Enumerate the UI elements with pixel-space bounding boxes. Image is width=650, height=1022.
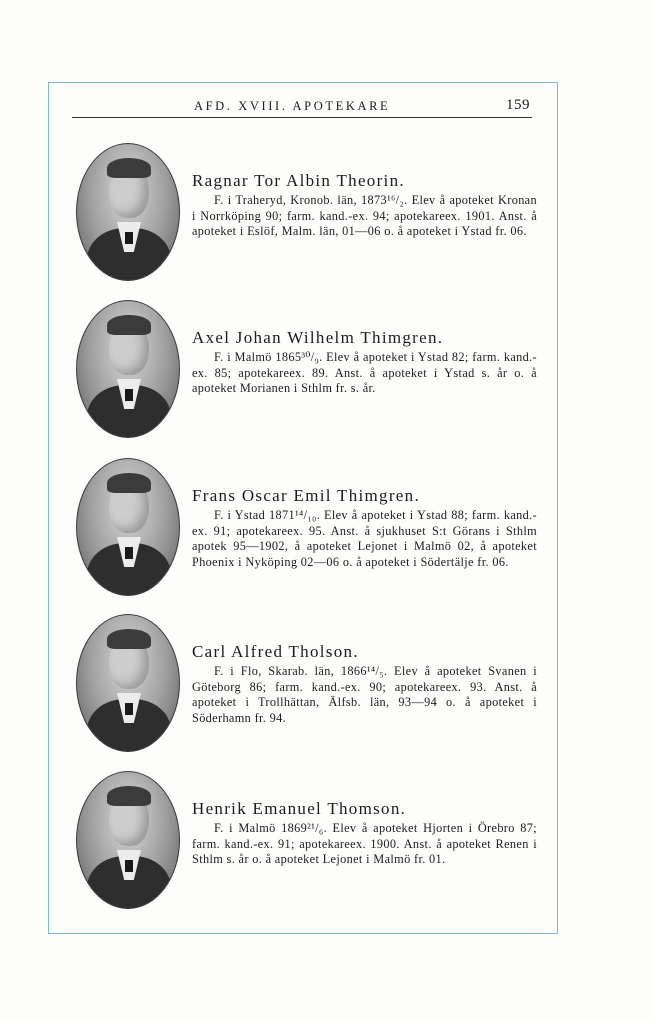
person-name: Carl Alfred Tholson. xyxy=(192,642,359,661)
running-header xyxy=(72,97,532,118)
biography-text: F. i Flo, Skarab. län, 1866¹⁴/₅. Elev å apoteket Svanen i Göteborg 86; farm. kand.-ex. 90; apotekareex. 93. Anst. å apoteket i Trollhättan, Älfsb. län, 93—94 o. å apoteket i Söderhamn fr. 94. xyxy=(192,664,537,725)
biography-entry xyxy=(76,458,541,598)
biography-text: F. i Ystad 1871¹⁴/₁₀. Elev å apoteket i Ystad 88; farm. kand.-ex. 91; apotekareex. 95. Anst. å sjukhuset S:t Görans i Sthlm apotek 95—1902, å apoteket Lejonet i Malmö 02, å apoteket Phoenix i Nyköping 02—06 o. å apoteket i Södertälje fr. 06. xyxy=(192,508,537,569)
biography-entry xyxy=(76,300,541,440)
person-name: Frans Oscar Emil Thimgren. xyxy=(192,486,421,505)
biography-entry xyxy=(76,771,541,911)
portrait-photo xyxy=(76,458,180,596)
section-title: AFD. XVIII. APOTEKARE xyxy=(194,99,391,113)
person-name: Henrik Emanuel Thomson. xyxy=(192,799,407,818)
page-number: 159 xyxy=(506,97,530,113)
person-name: Axel Johan Wilhelm Thimgren. xyxy=(192,328,444,347)
portrait-photo xyxy=(76,614,180,752)
portrait-photo xyxy=(76,143,180,281)
portrait-photo xyxy=(76,300,180,438)
biography-text: F. i Traheryd, Kronob. län, 1873¹⁶/₂. Elev å apoteket Kronan i Norrköping 90; farm. kand.-ex. 94; apotekareex. 1901. Anst. å apoteket i Eslöf, Malm. län, 01—06 o. å apoteket i Ystad fr. 06. xyxy=(192,193,537,239)
biography-text: F. i Malmö 1865³⁰/₉. Elev å apoteket i Ystad 82; farm. kand.-ex. 85; apotekareex. 89. Anst. å apoteket i Ystad s. år o. å apoteket Morianen i Sthlm fr. s. år. xyxy=(192,350,537,396)
biography-entry xyxy=(76,614,541,754)
biography-text: F. i Malmö 1869²¹/₆. Elev å apoteket Hjorten i Örebro 87; farm. kand.-ex. 91; apotekareex. 1900. Anst. å apoteket Renen i Sthlm s. år o. å apoteket Lejonet i Malmö fr. 01. xyxy=(192,821,537,867)
person-name: Ragnar Tor Albin Theorin. xyxy=(192,171,405,190)
portrait-photo xyxy=(76,771,180,909)
biography-entry xyxy=(76,143,541,283)
